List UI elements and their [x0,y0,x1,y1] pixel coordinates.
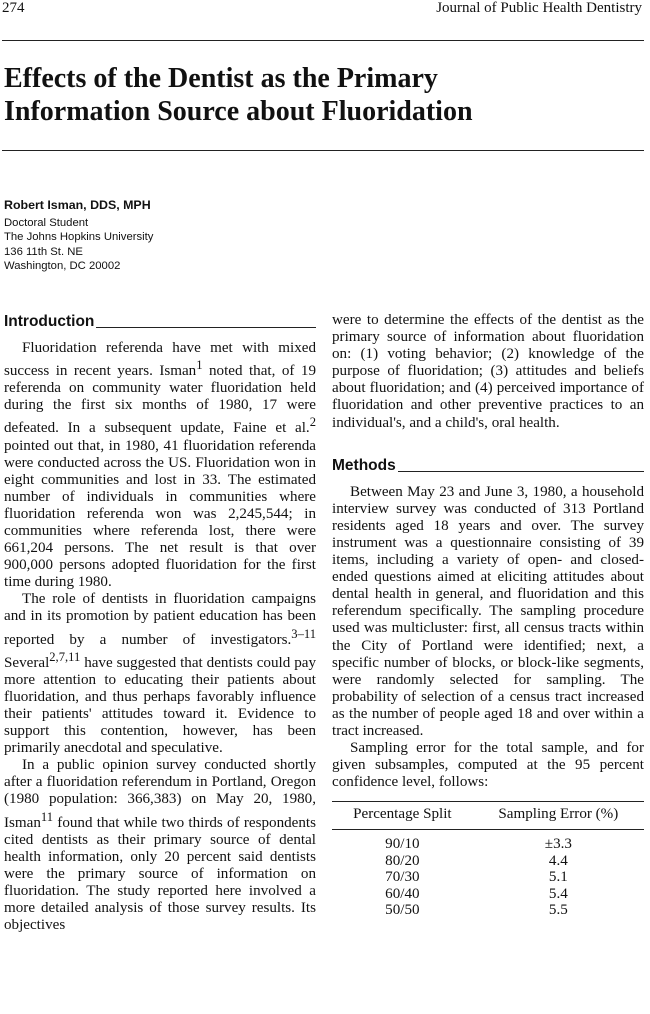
intro-paragraph-3: In a public opinion survey conducted shortly after a fluoridation referendum in Portland, Oregon (1980 population: 366,383) on May 20, 1980, Isman$^{11}$ found that while two thirds of respondents cited dentists as their primary source of dental health information, only 20 percent said dentists were the primary source of information on fluoridation. The study reported here involved a more detailed analysis of those survey results. Its objectives [4,757,316,934]
header-rule [2,40,644,41]
introduction-heading-text: Introduction [4,313,95,330]
article-title [4,62,604,128]
intro-paragraph-1: Fluoridation referenda have met with mixed success in recent years. Isman$^1$ noted that, of 19 referenda on community water fluoridation held during the first six months of 1980, 17 were defeated. In a subsequent update, Faine et al.$^2$ pointed out that, in 1980, 41 fluoridation referenda were conducted across the US. Fluoridation won in eight communities and lost in 33. The estimated number of individuals in communities where fluoridation referenda won was 2,245,544; in communities where referenda lost, there were 661,204 persons. The net result is that over 900,000 persons adopted fluoridation for the first time during 1980. [4,340,316,591]
error-cell: 5.1 [548,869,568,886]
right-column [332,312,644,919]
table-row [332,886,644,903]
author-street: 136 11th St. NE [4,245,83,258]
citation: 3–11 [291,626,316,641]
left-column [4,312,316,934]
table-header-error: Sampling Error (%) [473,802,644,830]
author-institution: The Johns Hopkins University [4,231,154,244]
intro-paragraph-2: The role of dentists in fluoridation campaigns and in its promotion by patient education has been reported by a number of investigators.$^{3-11}$ Several$^{2,7,11}$ have suggested that dentists could pay more attention to educating their patients about fluoridation, and thus perhaps favorably influence their patients' attitudes toward it. Evidence to support this contention, however, has been primarily anecdotal and speculative. [4,591,316,757]
split-cell: 70/30 [385,869,420,886]
methods-paragraph-1: Between May 23 and June 3, 1980, a household interview survey was conducted of 313 Portland residents aged 18 years and over. The survey instrument was a questionnaire consisting of 39 items, including a variety of open- and closed-ended questions aimed at eliciting attitudes about dental health in general, and fluoridation and this referendum specifically. The sampling procedure used was multicluster: first, all census tracts within the City of Portland were identified; next, a specific number of blocks, or block-like segments, were randomly selected for sampling. The probability of selection of a census tract increased as the number of people aged 18 and over within a tract increased. [332,483,644,739]
table-row [332,902,644,919]
running-header [0,0,642,20]
citation: 2 [309,415,316,430]
intro-paragraph-3-continued: were to determine the effects of the dentist as the primary source of information about fluoridation on: (1) voting behavior; (2) knowledge of the purpose of fluoridation; (3) attitudes and beliefs about fluoridation; and (4) perceived importance of fluoridation and other preventive practices to an individual's, and a child's, oral health. [332,312,644,431]
error-cell: ±3.3 [544,836,572,853]
title-rule [2,150,644,151]
error-cell: 4.4 [548,852,568,869]
table-row [332,830,644,853]
split-cell: 60/40 [385,885,420,902]
methods-heading [332,456,644,476]
introduction-heading [4,312,316,332]
citation: 1 [196,358,203,373]
citation: 2,7,11 [49,649,81,664]
page-number: 274 [2,0,25,16]
methods-heading-text: Methods [332,456,396,474]
author-name: Robert Isman, DDS, MPH [4,198,151,212]
table-row [332,853,644,870]
methods-paragraph-2: Sampling error for the total sample, and for given subsamples, computed at the 95 percent confidence level, follows: [332,740,644,791]
title-line-2: Information Source about Fluoridation [4,96,473,127]
journal-name: Journal of Public Health Dentistry [436,0,642,16]
table-row [332,869,644,886]
citation: 11 [40,809,54,824]
author-city: Washington, DC 20002 [4,260,121,273]
sampling-error-table [332,801,644,919]
author-position: Doctoral Student [4,216,89,229]
split-cell: 80/20 [385,852,420,869]
split-cell: 50/50 [385,902,420,919]
split-cell: 90/10 [385,836,420,853]
error-cell: 5.4 [548,885,568,902]
error-cell: 5.5 [548,902,568,919]
author-block [4,198,153,274]
title-line-1: Effects of the Dentist as the Primary [4,63,438,94]
table-header-split: Percentage Split [332,802,473,830]
